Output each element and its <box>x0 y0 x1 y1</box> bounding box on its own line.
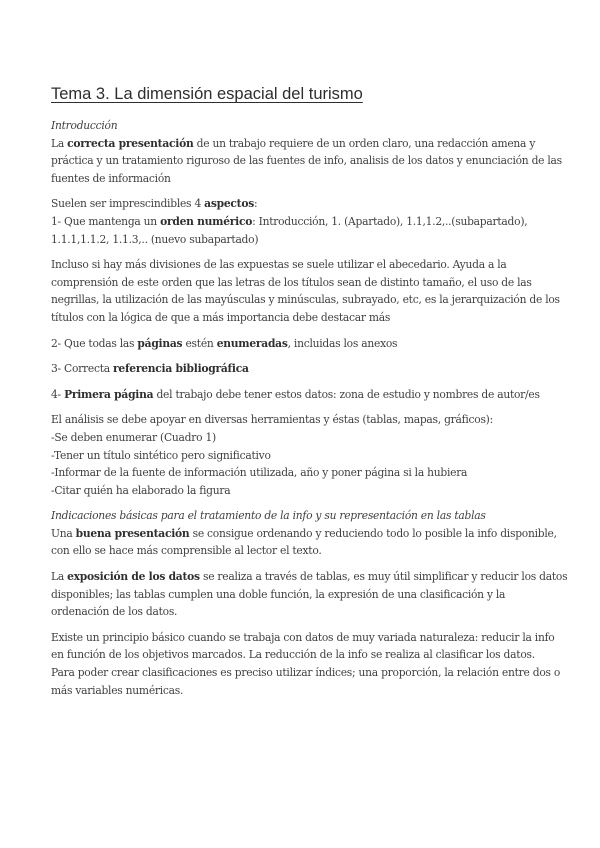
point-2: 2- Que todas las páginas estén enumeradas, incluidas los anexos <box>51 336 398 350</box>
analysis-line-1: El análisis se debe apoyar en diversas herramientas y éstas (tablas, mapas, gráficos): <box>51 413 493 427</box>
principio-line-3: Para poder crear clasificaciones es preciso utilizar índices; una proporción, la relación entre dos o <box>51 666 561 680</box>
principio-line-1: Existe un principio básico cuando se trabaja con datos de muy variada naturaleza: reducir la info <box>51 630 555 644</box>
indicaciones-heading: Indicaciones básicas para el tratamiento de la info y su representación en las tablas <box>51 509 486 523</box>
indicaciones-line-2: con ello se hace más comprensible al lector el texto. <box>51 544 322 558</box>
document-body <box>51 117 571 707</box>
analysis-paragraph <box>51 411 571 499</box>
principio-paragraph <box>51 629 571 699</box>
page-title: Tema 3. La dimensión espacial del turismo <box>51 85 363 103</box>
indicaciones-paragraph <box>51 507 571 560</box>
point-4: 4- Primera página del trabajo debe tener estos datos: zona de estudio y nombres de autor/es <box>51 387 540 401</box>
exposicion-line-1: La exposición de los datos se realiza a través de tablas, es muy útil simplificar y reducir los datos <box>51 570 568 584</box>
aspects-line-3: 1.1.1,1.1.2, 1.1.3,.. (nuevo subapartado) <box>51 232 259 246</box>
principio-line-4: más variables numéricas. <box>51 683 184 697</box>
abecedario-line-1: Incluso si hay más divisiones de las expuestas se suele utilizar el abecedario. Ayuda a la <box>51 258 507 272</box>
abecedario-line-4: títulos con la lógica de que a más importancia debe destacar más <box>51 310 391 324</box>
intro-line-1: La correcta presentación de un trabajo requiere de un orden claro, una redacción amena y <box>51 136 536 150</box>
abecedario-line-2: comprensión de este orden que las letras de los títulos sean de distinto tamaño, el uso de las <box>51 275 532 289</box>
abecedario-paragraph <box>51 256 571 326</box>
point-3: 3- Correcta referencia bibliográfica <box>51 362 249 376</box>
intro-heading: Introducción <box>51 119 118 132</box>
analysis-line-4: -Informar de la fuente de información utilizada, año y poner página si la hubiera <box>51 466 468 480</box>
analysis-line-5: -Citar quién ha elaborado la figura <box>51 483 231 497</box>
aspects-line-1: Suelen ser imprescindibles 4 aspectos: <box>51 197 258 211</box>
intro-line-2: práctica y un tratamiento riguroso de las fuentes de info, analisis de los datos y enunciación de las <box>51 154 562 168</box>
analysis-line-2: -Se deben enumerar (Cuadro 1) <box>51 430 216 444</box>
aspects-line-2: 1- Que mantenga un orden numérico: Introducción, 1. (Apartado), 1.1,1.2,..(subapartado), <box>51 214 528 228</box>
aspects-paragraph <box>51 195 571 248</box>
analysis-line-3: -Tener un título sintético pero significativo <box>51 448 271 462</box>
abecedario-line-3: negrillas, la utilización de las mayúsculas y minúsculas, subrayado, etc, es la jerarquización de los <box>51 293 560 307</box>
intro-line-3: fuentes de información <box>51 171 171 185</box>
exposicion-paragraph <box>51 568 571 621</box>
exposicion-line-2: disponibles; las tablas cumplen una doble función, la expresión de una clasificación y la <box>51 587 506 601</box>
principio-line-2: en función de los objetivos marcados. La reducción de la info se realiza al clasificar los datos. <box>51 648 535 662</box>
indicaciones-line-1: Una buena presentación se consigue ordenando y reduciendo todo lo posible la info disponible, <box>51 526 557 540</box>
exposicion-line-3: ordenación de los datos. <box>51 605 178 619</box>
intro-paragraph <box>51 117 571 187</box>
